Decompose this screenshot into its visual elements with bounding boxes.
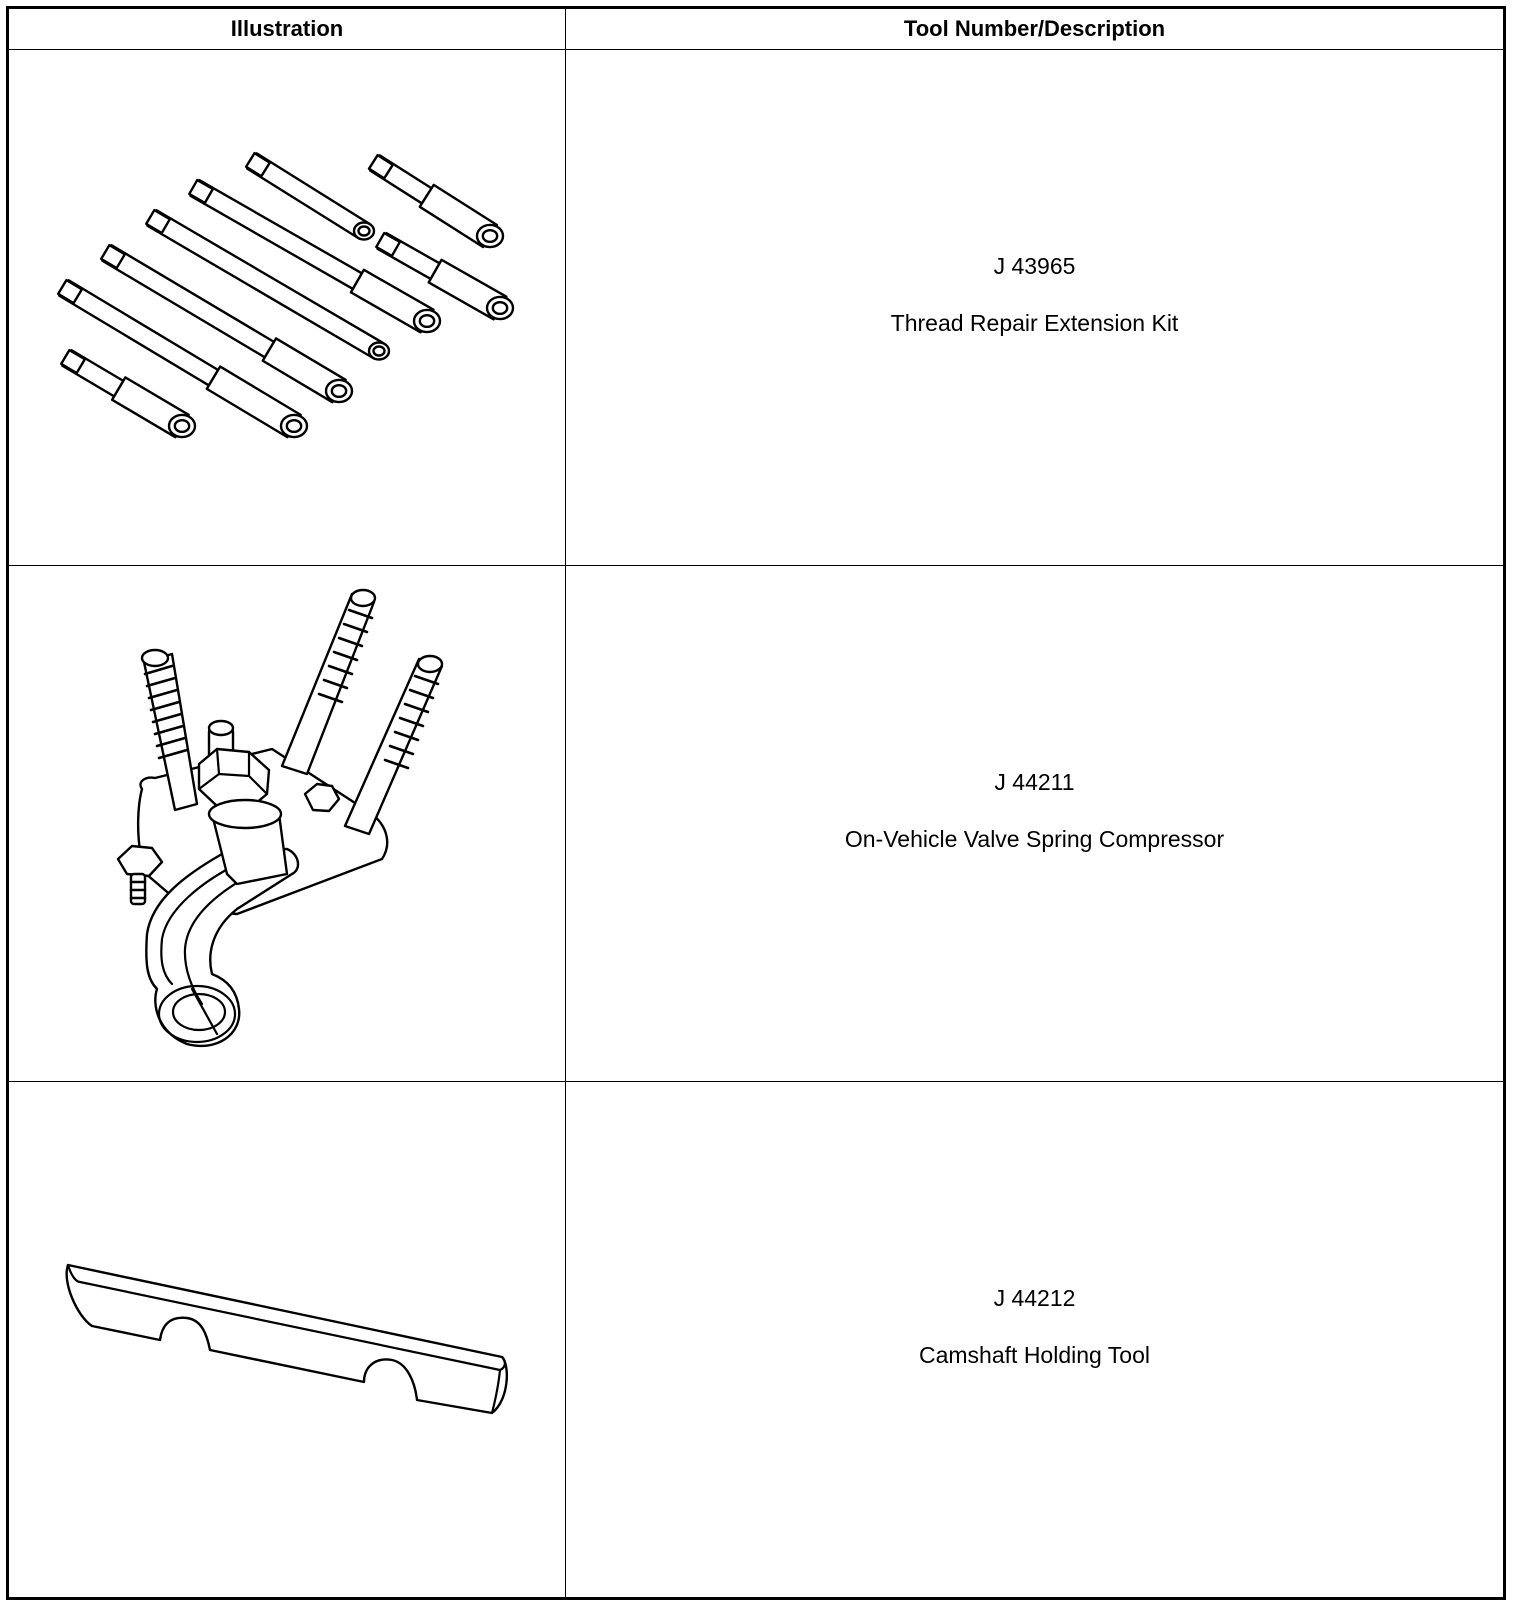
illustration-cell — [8, 50, 566, 566]
description-cell — [566, 1082, 1505, 1599]
table-row — [8, 50, 1505, 566]
illustration-cell — [8, 566, 566, 1082]
camshaft-holding-tool-illustration — [52, 1255, 522, 1425]
table-row — [8, 1082, 1505, 1599]
table-header-row — [8, 8, 1505, 50]
table-row — [8, 566, 1505, 1082]
column-header-tool-number-description: Tool Number/Description — [566, 8, 1505, 50]
special-tools-table — [6, 6, 1506, 1600]
tool-description: Thread Repair Extension Kit — [890, 309, 1179, 336]
thread-repair-extension-kit-illustration — [47, 143, 527, 473]
tool-description: On-Vehicle Valve Spring Compressor — [844, 825, 1225, 852]
valve-spring-compressor-illustration — [107, 584, 467, 1064]
tool-description: Camshaft Holding Tool — [919, 1341, 1150, 1368]
column-header-illustration: Illustration — [8, 8, 566, 50]
tool-number: J 44212 — [993, 1284, 1076, 1311]
tool-number: J 43965 — [993, 252, 1076, 279]
description-cell — [566, 566, 1505, 1082]
tool-number: J 44211 — [994, 768, 1075, 795]
extension-rod — [369, 155, 503, 247]
illustration-cell — [8, 1082, 566, 1599]
description-cell — [566, 50, 1505, 566]
